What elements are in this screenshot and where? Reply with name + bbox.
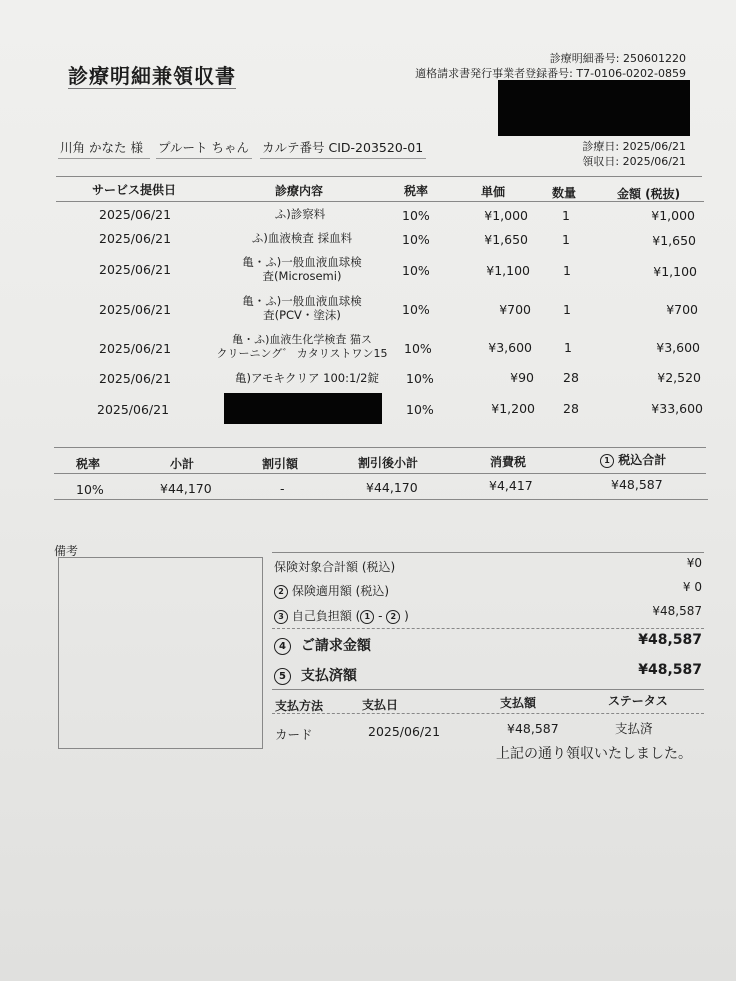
payment-top-rule [272, 689, 704, 690]
item-qty: 1 [563, 263, 571, 278]
item-tax: 10% [406, 371, 434, 386]
chart-number-label: カルテ番号 [262, 140, 325, 155]
items-table-top-rule [56, 176, 702, 177]
insured-total-value: ¥0 [686, 556, 702, 570]
payment-amount-value: ¥48,587 [507, 721, 559, 736]
owner-name: 川角 かなた 様 [60, 140, 143, 155]
summary-top-rule [272, 552, 704, 553]
item-qty: 1 [562, 208, 570, 223]
tax-amount-value: ¥4,417 [489, 478, 533, 493]
payment-header-amount: 支払額 [500, 696, 537, 710]
item-date: 2025/06/21 [99, 371, 172, 386]
tax-rate-value: 10% [76, 482, 104, 497]
item-description-line1: 亀・ふ)血液生化学検査 猫ス [232, 333, 372, 346]
receipt-date [582, 153, 686, 169]
receipt-date-value: 2025/06/21 [622, 155, 686, 168]
registration-label: 適格請求書発行事業者登録番号: [415, 67, 573, 80]
col-header-amount: 金額 (税抜) [617, 187, 681, 201]
payment-header-rule [272, 713, 704, 714]
paid-row [274, 665, 357, 685]
chart-underline [260, 158, 426, 159]
self-pay-value: ¥48,587 [652, 604, 702, 618]
item-tax: 10% [402, 302, 430, 317]
item-qty: 1 [563, 302, 571, 317]
item-description: ふ)血液検査 採血料 [251, 231, 353, 245]
item-qty: 28 [563, 401, 579, 416]
item-description [222, 255, 382, 283]
item-date: 2025/06/21 [99, 262, 172, 277]
visit-date-label: 診療日: [582, 140, 620, 153]
tax-table-top-rule [54, 447, 706, 448]
item-qty: 28 [563, 370, 579, 385]
remarks-box [58, 557, 263, 749]
payment-header-status: ステータス [608, 694, 668, 708]
pet-name: プルート ちゃん [158, 140, 249, 155]
col-header-date: サービス提供日 [92, 183, 177, 197]
visit-date [582, 138, 686, 154]
title-underline [68, 88, 236, 89]
item-tax: 10% [402, 232, 430, 247]
item-amount: ¥700 [666, 302, 698, 317]
item-tax: 10% [406, 402, 434, 417]
tax-header-tax: 消費税 [490, 455, 527, 469]
chart-number [262, 138, 423, 156]
item-qty: 1 [562, 232, 570, 247]
tax-total-value: ¥48,587 [611, 477, 663, 492]
payment-method-value: カード [275, 727, 313, 742]
item-qty: 1 [564, 340, 572, 355]
paid-label: 支払済額 [300, 668, 357, 684]
circled-number-5-icon: 5 [274, 668, 291, 685]
tax-after-discount-value: ¥44,170 [366, 480, 418, 495]
item-amount: ¥1,100 [653, 264, 697, 279]
paid-value: ¥48,587 [638, 662, 702, 678]
circled-number-3-icon: 3 [274, 610, 288, 624]
item-tax: 10% [404, 341, 432, 356]
self-pay-row [274, 607, 409, 624]
item-description: 亀)アモキクリア 100:1/2錠 [234, 371, 379, 385]
item-amount: ¥33,600 [651, 401, 703, 416]
tax-table-bottom-rule [54, 499, 708, 500]
insurance-applied-value: ¥ 0 [682, 580, 702, 594]
item-unit-price: ¥1,650 [484, 232, 528, 247]
billed-value: ¥48,587 [638, 632, 702, 648]
item-description [222, 294, 382, 322]
closing-statement: 上記の通り領収いたしました。 [496, 746, 692, 762]
insurance-applied-row [274, 582, 389, 599]
invoice-number-label: 診療明細番号: [549, 52, 620, 65]
item-unit-price: ¥700 [499, 302, 531, 317]
visit-date-value: 2025/06/21 [622, 140, 686, 153]
receipt-date-label: 領収日: [582, 155, 620, 168]
item-unit-price: ¥1,000 [484, 208, 528, 223]
insured-total-label: 保険対象合計額 (税込) [274, 560, 396, 574]
registration-number [415, 65, 686, 81]
item-tax: 10% [402, 208, 430, 223]
tax-header-rate: 税率 [76, 457, 101, 471]
item-date: 2025/06/21 [99, 341, 172, 356]
col-header-tax: 税率 [404, 184, 429, 198]
tax-header-total-label: 税込合計 [618, 453, 667, 467]
item-description [212, 333, 392, 361]
item-description-line1: 亀・ふ)一般血液血球検 [242, 294, 362, 308]
payment-status-value: 支払済 [615, 721, 653, 736]
document-title: 診療明細兼領収書 [68, 64, 236, 88]
tax-header-subtotal: 小計 [170, 457, 195, 471]
item-description-line1: 亀・ふ)一般血液血球検 [242, 255, 362, 269]
self-pay-close-paren: ) [404, 609, 409, 623]
remarks-label: 備考 [54, 544, 79, 558]
col-header-qty: 数量 [552, 186, 577, 200]
tax-header-total [600, 451, 666, 468]
item-unit-price: ¥1,200 [491, 401, 535, 416]
pet-underline [156, 158, 252, 159]
billed-row [274, 635, 371, 655]
redacted-description [224, 393, 382, 424]
item-unit-price: ¥1,100 [486, 263, 530, 278]
circled-number-1-icon: 1 [360, 610, 374, 624]
tax-subtotal-value: ¥44,170 [160, 481, 212, 496]
insurance-applied-label: 保険適用額 (税込) [291, 584, 390, 598]
item-description-line2: 査(Microsemi) [262, 269, 342, 283]
item-amount: ¥2,520 [657, 370, 701, 385]
invoice-number-value: 250601220 [623, 52, 686, 65]
item-amount: ¥1,000 [651, 208, 695, 223]
item-date: 2025/06/21 [99, 302, 172, 317]
invoice-number [550, 50, 686, 66]
self-pay-minus: - [378, 609, 383, 623]
circled-number-2-icon: 2 [386, 610, 400, 624]
circled-number-1-icon: 1 [600, 454, 614, 468]
item-unit-price: ¥90 [510, 370, 534, 385]
item-description: ふ)診察料 [274, 207, 326, 221]
chart-number-value: CID-203520-01 [328, 140, 424, 155]
redacted-block [498, 80, 690, 136]
item-amount: ¥1,650 [652, 233, 696, 248]
payment-header-date: 支払日 [362, 698, 399, 712]
item-unit-price: ¥3,600 [488, 340, 532, 355]
tax-table-header-rule [54, 473, 706, 474]
payment-header-method: 支払方法 [275, 699, 324, 713]
owner-underline [58, 158, 150, 159]
col-header-unit-price: 単価 [481, 185, 506, 199]
billed-label: ご請求金額 [300, 638, 371, 654]
items-table-header-rule [56, 201, 704, 202]
item-tax: 10% [402, 263, 430, 278]
tax-header-after-discount: 割引後小計 [358, 456, 419, 470]
circled-number-4-icon: 4 [274, 638, 291, 655]
item-description-line2: クリーニング゛ カタリストワン15 [216, 347, 388, 360]
self-pay-label: 自己負担額 ( [291, 609, 361, 623]
item-date: 2025/06/21 [99, 207, 172, 222]
item-date: 2025/06/21 [97, 402, 170, 417]
registration-value: T7-0106-0202-0859 [576, 67, 686, 80]
summary-dash-rule [272, 628, 704, 629]
item-amount: ¥3,600 [656, 340, 700, 355]
item-description-line2: 査(PCV・塗沫) [263, 308, 341, 322]
tax-header-discount: 割引額 [262, 457, 299, 471]
circled-number-2-icon: 2 [274, 585, 288, 599]
item-date: 2025/06/21 [99, 231, 172, 246]
payment-date-value: 2025/06/21 [368, 724, 441, 739]
col-header-description: 診療内容 [275, 184, 324, 198]
tax-discount-value: - [280, 481, 285, 496]
